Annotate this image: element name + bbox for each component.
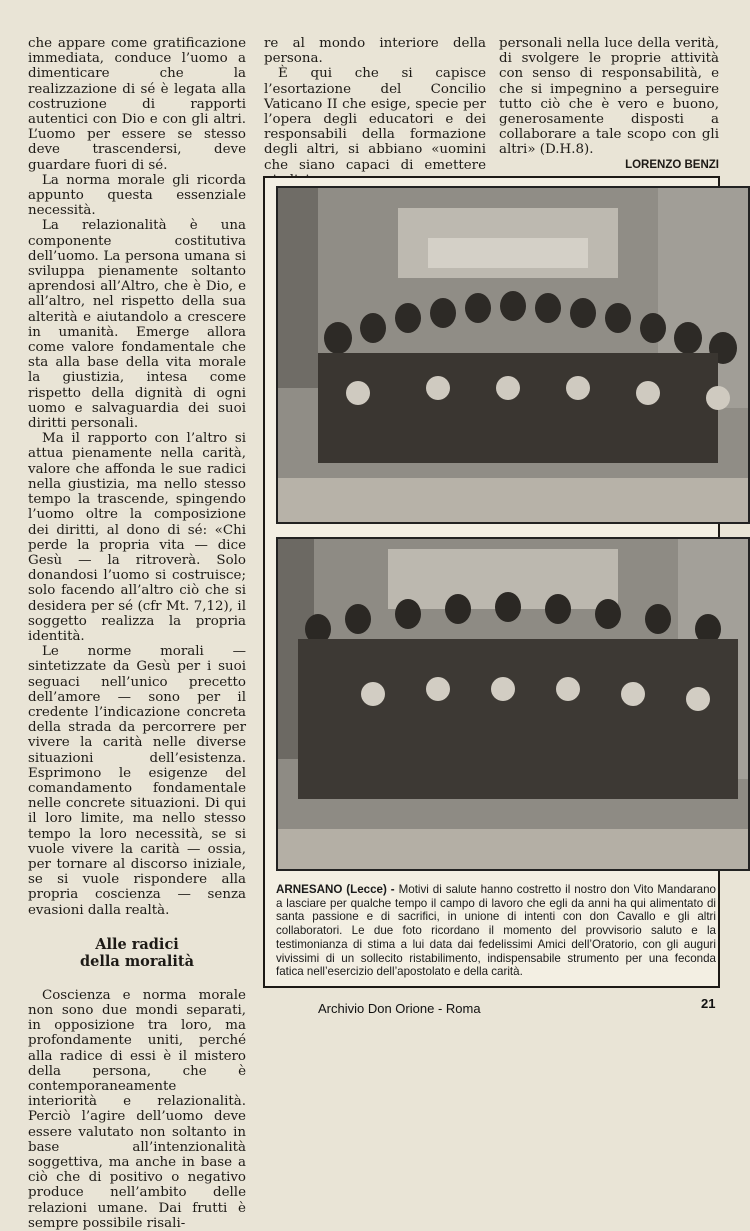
paragraph: re al mondo interiore della persona. bbox=[264, 36, 486, 67]
archive-footer: Archivio Don Orione - Roma bbox=[318, 1001, 481, 1016]
group-photo-bottom bbox=[276, 537, 750, 871]
photo-caption bbox=[276, 883, 716, 979]
paragraph: personali nella luce della verità, di svolgere le proprie attività con senso di responsabilità, e che si impegnino a perseguire tutto ciò che è vero e buono, generosamente disposti a collaborare a tale scopo con gli altri» (D.H.8). bbox=[499, 36, 719, 158]
section-subheading: Alle radici della moralità bbox=[80, 935, 194, 970]
paragraph: Le norme morali — sintetizzate da Gesù per i suoi seguaci nell’unico precetto dell’amore — sono per il credente l’indicazione concreta della strada da percorrere per vivere la carità nelle diverse situazioni dell’esistenza. Esprimono le esigenze del comandamento fondamentale nelle concrete situazioni. Di qui il loro limite, ma nello stesso tempo la loro necessità, se si vuole vivere la carità — ossia, per tornare al discorso iniziale, se si vuole rispondere alla propria coscienza — senza evasioni dalla realtà. bbox=[28, 644, 246, 918]
article-column-2 bbox=[264, 36, 486, 188]
caption-place: ARNESANO (Lecce) - bbox=[276, 883, 395, 896]
article-column-3 bbox=[499, 36, 719, 173]
paragraph: che appare come gratificazione immediata, conduce l’uomo a dimenticare che la realizzazione di sé è legata alla costruzione di rapporti autentici con Dio e con gli altri. L’uomo per essere se stesso deve trascendersi, deve guardare fuori di sé. bbox=[28, 36, 246, 173]
group-photo-top-illustration bbox=[278, 188, 750, 524]
paragraph: La relazionalità è una componente costitutiva dell’uomo. La persona umana si sviluppa pienamente soltanto aprendosi all’Altro, che è Dio, e all’altro, nel rispetto della sua alterità e aiutandolo a crescere in umanità. Emerge allora come valore fondamentale che sta alla base della vita morale la giustizia, intesa come rispetto della dignità di ogni uomo e salvaguardia dei suoi diritti personali. bbox=[28, 218, 246, 432]
author-signature: LORENZO BENZI bbox=[625, 158, 719, 171]
paragraph: È qui che si capisce l’esortazione del Concilio Vaticano II che esige, specie per l’opera degli educatori e dei responsabili della formazione degli altri, si abbiano «uomini che siano capaci di emettere bbox=[264, 66, 486, 173]
page-number: 21 bbox=[701, 996, 716, 1011]
group-photo-top bbox=[276, 186, 750, 524]
article-column-1 bbox=[28, 36, 246, 1231]
group-photo-bottom-illustration bbox=[278, 539, 750, 871]
caption-text: Motivi di salute hanno costretto il nostro don Vito Mandarano a lasciare per qualche tempo il campo di lavoro che egli da anni ha qui alimentato di santa passione e di sacrifici, in unione di intenti con don Cavallo e gli altri collaboratori. Le due foto ricordano il momento del provvisorio saluto e la testimonianza di stima a lui data dai fedelissimi Amici dell’Oratorio, con gli auguri vivissimi di un sollecito ristabilimento, indispensabile strumento per una feconda fatica nell’esercizio dell’apostolato e della carità. bbox=[276, 883, 716, 979]
paragraph: Ma il rapporto con l’altro si attua pienamente nella carità, valore che affonda le sue radici nella giustizia, ma nello stesso tempo la trascende, spingendo l’uomo oltre la composizione dei diritti, al dono di sé: «Chi perde la propria vita — dice Gesù — la ritroverà. Solo donandosi l’uomo si costruisce; solo facendo all’altro ciò che si desidera per sé (cfr Mt. 7,12), il soggetto realizza la propria identità. bbox=[28, 431, 246, 644]
paragraph: La norma morale gli ricorda appunto questa essenziale necessità. bbox=[28, 172, 246, 219]
paragraph: Coscienza e norma morale non sono due mondi separati, in opposizione tra loro, ma profondamente uniti, perché alla radice di essi è il mistero della persona, che è contemporaneamente interiorità e relazionalità. Perciò l’agire dell’uomo deve essere valutato non soltanto in base all’intenzionalità soggettiva, ma anche in base a ciò che di positivo o negativo produce nell’ambito delle relazioni umane. Dai frutti è sempre possibile risali- bbox=[28, 987, 246, 1231]
